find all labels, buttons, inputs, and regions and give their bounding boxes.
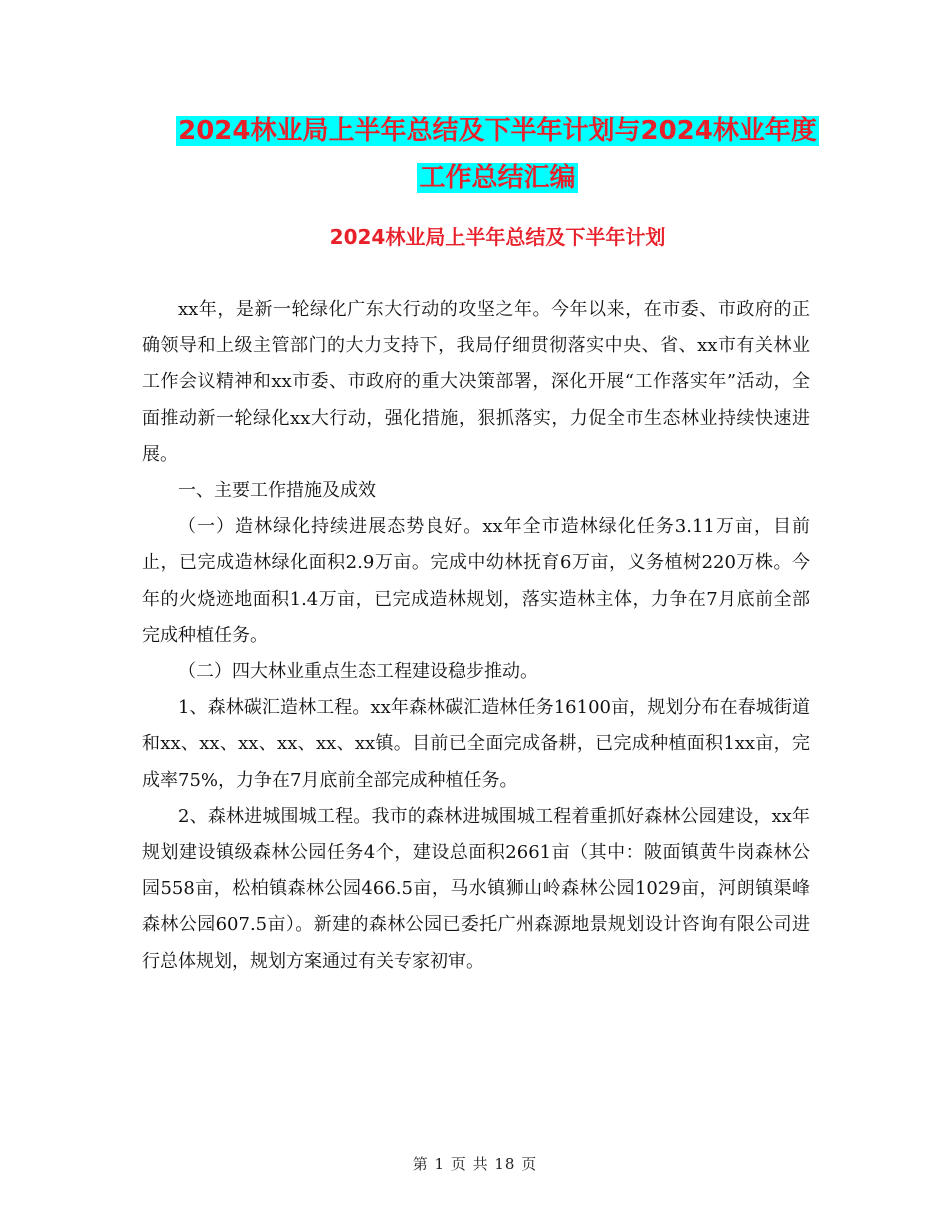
paragraph-afforestation: （一）造林绿化持续进展态势良好。xx年全市造林绿化任务3.11万亩，目前止，已完成造林绿化面积2.9万亩。完成中幼林抚育6万亩，义务植树220万株。今年的火烧迹地面积1.4万亩，已完成造林规划，落实造林主体，力争在7月底前全部完成种植任务。 — [142, 516, 810, 646]
document-title-line-2: 工作总结汇编 — [419, 163, 576, 193]
document-body — [142, 292, 810, 980]
paragraph-forest-city: 2、森林进城围城工程。我市的森林进城围城工程着重抓好森林公园建设，xx年规划建设镇级森林公园任务4个，建设总面积2661亩（其中：陂面镇黄牛岗森林公园558亩，松柏镇森林公园466.5亩，马水镇狮山岭森林公园1029亩，河朗镇渠峰森林公园607.5亩）。新建的森林公园已委托广州森源地景规划设计咨询有限公司进行总体规划，规划方案通过有关专家初审。 — [142, 805, 810, 972]
paragraph-carbon-sink: 1、森林碳汇造林工程。xx年森林碳汇造林任务16100亩，规划分布在春城街道和xx、xx、xx、xx、xx、xx镇。目前已全面完成备耕，已完成种植面积1xx亩，完成率75%，力争在7月底前全部完成种植任务。 — [142, 697, 810, 791]
paragraph-heading-main-measures: 一、主要工作措施及成效 — [178, 480, 376, 502]
paragraph-intro: xx年，是新一轮绿化广东大行动的攻坚之年。今年以来，在市委、市政府的正确领导和上级主管部门的大力支持下，我局仔细贯彻落实中央、省、xx市有关林业工作会议精神和xx市委、市政府的重大决策部署，深化开展“工作落实年”活动，全面推动新一轮绿化xx大行动，强化措施，狠抓落实，力促全市生态林业持续快速进展。 — [142, 299, 810, 465]
paragraph-heading-eco-projects: （二）四大林业重点生态工程建设稳步推动。 — [178, 661, 538, 683]
page-number: 第 1 页 共 18 页 — [412, 1155, 538, 1173]
section-title: 2024林业局上半年总结及下半年计划 — [329, 225, 666, 249]
document-title-line-1: 2024林业局上半年总结及下半年计划与2024林业年度 — [178, 116, 817, 146]
document-title — [140, 108, 855, 202]
